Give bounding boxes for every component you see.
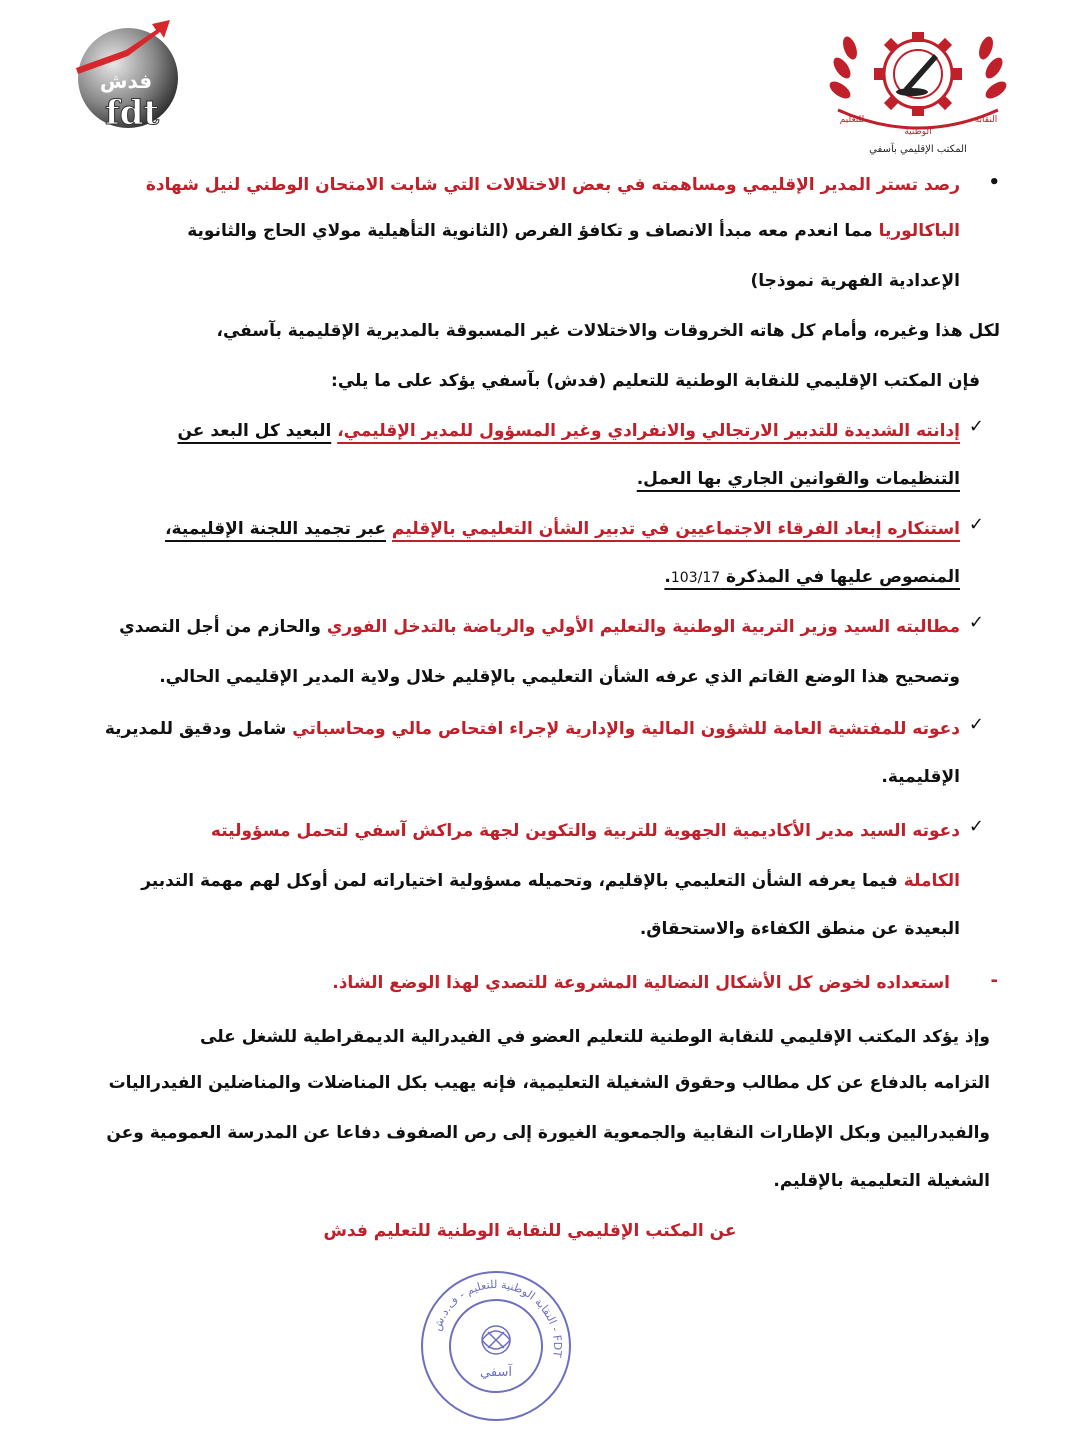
point-2-black-text: عبر تجميد اللجنة الإقليمية، — [165, 519, 386, 539]
emblem-ribbon-1: النقابة — [974, 115, 998, 125]
point-2-line-2-text: المنصوص عليها في المذكرة — [720, 567, 960, 587]
bullet-1-line-3: الإعدادية الفهرية نموذجا) — [750, 271, 960, 291]
stamp-center-text: آسفي — [480, 1365, 512, 1380]
emblem-ribbon-3: للتعليم — [839, 115, 865, 125]
check-icon: ✓ — [968, 714, 984, 735]
point-2-line-1 — [100, 518, 960, 541]
emblem-subtitle: المكتب الإقليمي بآسفي — [869, 144, 967, 155]
bullet-1-line-1: رصد تستر المدير الإقليمي ومساهمته في بعض الاختلالات التي شابت الامتحان الوطني لنيل شهادة — [145, 175, 960, 195]
fdt-arabic-text: فدش — [99, 69, 153, 93]
stamp-emblem-icon — [482, 1326, 510, 1354]
bullet-dot: • — [988, 172, 1000, 193]
point-2-red-text: استنكاره إبعاد الفرقاء الاجتماعيين في تدبير الشأن التعليمي بالإقليم — [391, 519, 960, 539]
closing-line-4: الشغيلة التعليمية بالإقليم. — [773, 1171, 990, 1191]
point-4-line-1 — [100, 718, 960, 741]
point-5-line-3: البعيدة عن منطق الكفاءة والاستحقاق. — [639, 919, 960, 939]
memo-number: 103/17 — [670, 570, 721, 586]
point-5-line-2 — [100, 870, 960, 893]
closing-line-3: والفيدراليين وبكل الإطارات النقابية والجمعوية الغيورة إلى رص الصفوف دفاعا عن المدرسة العمومية وعن — [106, 1123, 990, 1143]
union-emblem-logo — [808, 18, 1028, 158]
point-4-red-text: دعوته للمفتشية العامة للشؤون المالية والإدارية لإجراء افتحاص مالي ومحاسباتي — [292, 719, 960, 739]
fdt-latin-text: fdt — [104, 93, 160, 133]
point-2-line-2 — [100, 566, 960, 590]
point-1-line-2: التنظيمات والقوانين الجاري بها العمل. — [636, 469, 960, 489]
bullet-1-line-2-text: مما انعدم معه مبدأ الانصاف و تكافؤ الفرص (الثانوية التأهيلية مولاي الحاج والثانوية — [187, 221, 873, 241]
point-3-line-1 — [100, 616, 960, 639]
point-1-line-1 — [100, 420, 960, 443]
point-2-end: . — [664, 567, 671, 587]
emblem-ribbon-2: الوطنية — [904, 127, 932, 137]
official-stamp — [416, 1266, 576, 1426]
dash-marker: - — [990, 970, 998, 991]
bullet-1-line-2 — [100, 220, 960, 243]
point-5-line-1: دعوته السيد مدير الأكاديمية الجهوية للتربية والتكوين لجهة مراكش آسفي لتحمل مسؤوليته — [210, 821, 960, 841]
check-icon: ✓ — [968, 612, 984, 633]
closing-line-2: التزامه بالدفاع عن كل مطالب وحقوق الشغيلة التعليمية، فإنه يهيب بكل المناضلات والمناضلين الفيدراليات — [108, 1073, 990, 1093]
point-5-black-text: فيما يعرفه الشأن التعليمي بالإقليم، وتحميله مسؤولية اختياراته لمن أوكل لهم مهمة التدبير — [141, 871, 898, 891]
point-5-red-text: الكاملة — [903, 871, 960, 891]
signature-line: عن المكتب الإقليمي للنقابة الوطنية للتعليم فدش — [323, 1221, 737, 1241]
point-3-black-text: والحازم من أجل التصدي — [119, 617, 321, 637]
check-icon: ✓ — [968, 816, 984, 837]
point-1-red-text: إدانته الشديدة للتدبير الارتجالي والانفرادي وغير المسؤول للمدير الإقليمي، — [337, 421, 960, 441]
point-3-line-2: وتصحيح هذا الوضع القاتم الذي عرفه الشأن التعليمي بالإقليم خلال ولاية المدير الإقليمي الحالي. — [159, 667, 960, 687]
closing-line-1: وإذ يؤكد المكتب الإقليمي للنقابة الوطنية للتعليم العضو في الفيدرالية الديمقراطية للشغل على — [200, 1027, 990, 1047]
stamp-ring-text: النقابة الوطنية للتعليم - ف.د.ش - FDT — [430, 1277, 565, 1359]
point-4-line-2: الإقليمية. — [881, 767, 960, 787]
point-4-black-text: شامل ودقيق للمديرية — [104, 719, 287, 739]
point-3-red-text-a: مطالبته السيد وزير التربية الوطنية والتعليم الأولي والرياضة — [462, 617, 960, 637]
intro-line-1: لكل هذا وغيره، وأمام كل هاته الخروقات والاختلالات غير المسبوقة بالمديرية الإقليمية بآسفي، — [216, 321, 1000, 341]
point-1-black-text: البعيد كل البعد عن — [177, 421, 332, 441]
bullet-1-bac-text: الباكالوريا — [878, 221, 960, 241]
dash-point-text: استعداده لخوض كل الأشكال النضالية المشروعة للتصدي لهذا الوضع الشاذ. — [332, 973, 950, 993]
intro-line-2: فإن المكتب الإقليمي للنقابة الوطنية للتعليم (فدش) بآسفي يؤكد على ما يلي: — [331, 371, 980, 391]
fdt-logo — [66, 10, 190, 134]
point-3-red-text-b: بالتدخل الفوري — [326, 617, 457, 637]
check-icon: ✓ — [968, 514, 984, 535]
check-icon: ✓ — [968, 416, 984, 437]
